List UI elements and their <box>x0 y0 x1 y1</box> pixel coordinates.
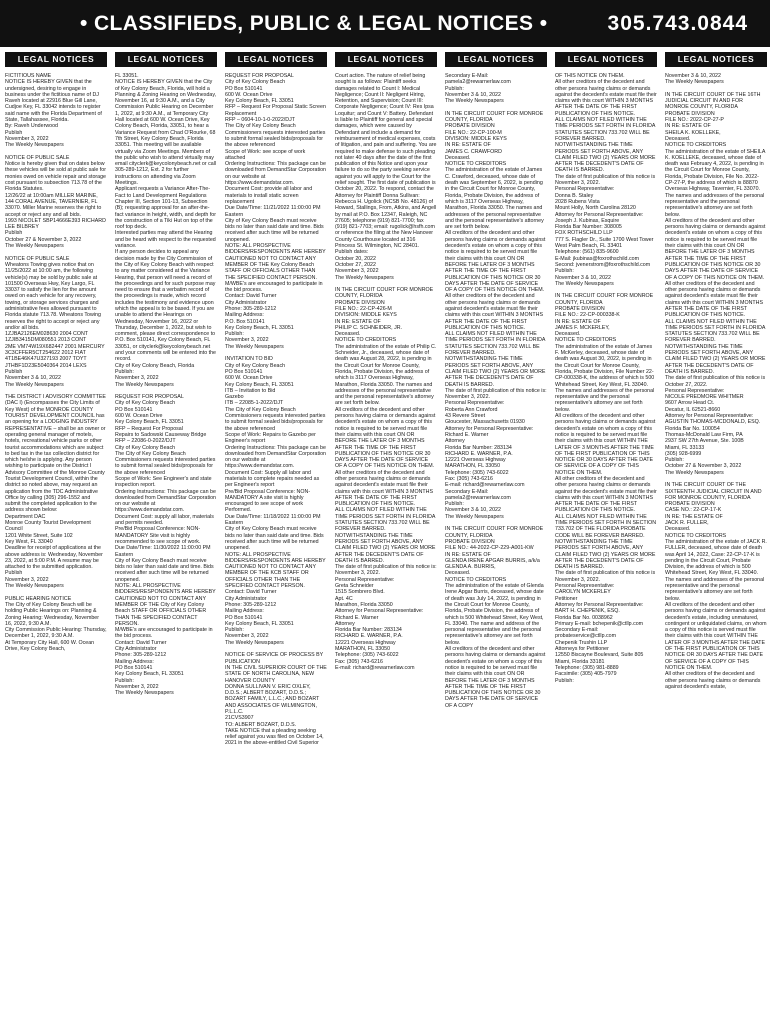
column-header: LEGAL NOTICES <box>335 52 437 67</box>
column-text: FL 33051. NOTICE IS HEREBY GIVEN that the City of Key Colony Beach, Florida, will hold a Planning & Zoning Hearing on Wednesday, November 16, at 9:30 A.M., and a City Commission Public Hearing on December 1, 2022, at 9:30 A.M., at Temporary City Hall located at 600 W. Ocean Drive, Key Colony Beach, Florida, 33051, to hear a Variance Request from Chad O'Rourke, 68 7th Street, Key Colony Beach, Florida 33051. This meeting will be available virtually via Zoom Meetings. Members of the public who wish to attend virtually may email cityclerk@keycolonybeach.net or call 305-289-1212, Ext. 2 for further instructions on attending via Zoom Meetings. Applicant requests a Variance After-The-Fact to Land Development Regulations Chapter III, Section 101-13, Subsection (B); requesting approval for an after-the-fact variance in height, width, and depth for the construction of a Tiki Hut on top of the roof top deck. Interested parties may attend the Hearing and be heard with respect to the requested variance. If any person decides to appeal any decision made by the City Commission of the City of Key Colony Beach with respect to any matter considered at the Variance Hearing, that person will need a record of the proceedings and for such purpose may need to ensure that a verbatim record of the proceedings is made, which record includes the testimony and evidence upon which the appeal is to be based. If you are unable to attend the Hearings on Wednesday, November 16, 2022 or Thursday, December 1, 2022, but wish to comment, please direct correspondence to P.O. Box 510141, Key Colony Beach, FL 33051, or cityclerk@keycolonybeach.net and your comments will be entered into the record. City of Key Colony Beach, Florida Publish: November 3, 2022 The Weekly Newspapers REQUEST FOR PROPOSAL City of Key Colony Beach PO Box 510141 600 W. Ocean Drive Key Colony Beach, FL 33051 RFP – Request For Proposal Repairs to Sadowski Causeway Bridge RFP – 22086-0-2022/DJT City of Key Colony Beach The City of Key Colony Beach Commissioners requests interested parties to submit formal sealed bids/proposals for the above referenced Scope of Work: See Engineer's and state inspection report. Ordering Instructions: This package can be downloaded from DemandStar Corporation on our website at https://www.demandstar.com. Document Cost: supply all labor, materials and permits needed. Pre/Bid Proposal Conference: NON-MANDATORY Site visit is highly recommended to see scope of work. Due Date/Time: 11/30/2022 11:00:00 PM Eastern City of Key Colony Beach must receive bids no later than said date and time. Bids received after such time will be returned unopened. NOTE: ALL PROSPECTIVE BIDDERS/RESPONDENTS ARE HEREBY CAUTIONED NOT TO CONTACT ANY MEMBER OF THE City of Key Colony Beach STAFF OR OFFICIALS OTHER THAN THE SPECIFIED CONTACT PERSON. M/WBE's are encouraged to participate in the bid process. Contact: David Turner City Administrator Phone: 305-289-1212 Mailing Address: PO Box 510141 Key Colony Beach, FL 33051 Publish: November 3, 2022 The Weekly Newspapers <box>115 73 217 697</box>
column-6 <box>555 52 657 1020</box>
column-3 <box>225 52 327 1020</box>
column-header: LEGAL NOTICES <box>445 52 547 67</box>
column-4 <box>335 52 437 1020</box>
column-text: OF THIS NOTICE ON THEM. All other creditors of the decedent and other persons having claims or demands against the decedent's estate must file their claims with this court WITHIN 3 MONTHS AFTER THE DATE OF THE FIRST PUBLICATION OF THIS NOTICE. ALL CLAIMS NOT FILED WITHIN THE TIME PERIODS SET FORTH IN FLORIDA STATUTES SECTION 733.702 WILL BE FOREVER BARRED. NOTWITHSTANDING THE TIME PERIODS SET FORTH ABOVE, ANY CLAIM FILED TWO (2) YEARS OR MORE AFTER THE DECEDENT'S DATE OF DEATH IS BARRED. The date of first publication of this notice is November 3, 2022. Personal Representative: Donna B. Staley 2028 Rubens Vista Mount Holly, North Carolina 28120 Attorney for Personal Representative: Joseph J. Kubinas, Esquire Florida Bar Number: 308005 FOX ROTHSCHILD LLP 777 S. Flagler Dr., Suite 1700 West Tower West Palm Beach, FL 33401 Telephone: (561) 835-9600 E-Mail: jkubinas@foxrothschild.com Second: jvenerstrom@foxrothschild.com Publish: November 3 & 10, 2022 The Weekly Newspapers IN THE CIRCUIT COURT FOR MONROE COUNTY, FLORIDA PROBATE DIVISION FILE NO.: 22-CP-000338-K IN RE: ESTATE OF JAMES F. MCKERLEY, Deceased. NOTICE TO CREDITORS The administration of the estate of James F. McKerley, deceased, whose date of death was August 30, 2022, is pending in the Circuit Court for Monroe County, Florida, Probate Division, File Number 22-CP-000338-K, the address of which is 500 Whitehead Street, Key West, FL 33040. The names and addresses of the personal representative and the personal representative's attorney are set forth below. All creditors of the decedent and other persons having claims or demands against decedent's estate on whom a copy of this notice is required to be served must file their claims with this court WITHIN THE LATER OF 3 MONTHS AFTER THE TIME OF THE FIRST PUBLICATION OF THIS NOTICE OR 30 DAYS AFTER THE DATE OF SERVICE OF A COPY OF THIS NOTICE ON THEM. All other creditors of the decedent and other persons having claims or demands against the decedent's estate must file their claims with this court WITHIN 3 MONTHS AFTER THE DATE OF THE FIRST PUBLICATION OF THIS NOTICE. ALL CLAIMS NOT FILED WITHIN THE TIME PERIODS SET FORTH IN SECTION 733.702 OF THE FLORIDA PROBATE CODE WILL BE FOREVER BARRED. NOTWITHSTANDING THE TIME PERIODS SET FORTH ABOVE, ANY CLAIM FILED TWO (2) YEARS OR MORE AFTER THE DECEDENT'S DATE OF DEATH IS BARRED. The date of first publication of this notice is November 3, 2022. Personal Representative: CAROLYN MCKERLEY Petitioner Attorney for Personal Representative: BART H. CHEPENIK, ESQ. Florida Bar No. 0038962 Primary E-mail: bchepenik@ctllp.com Secondary E-mail: probateservice@ctllp.com Chepenik Trushin LLP Attorneys for Petitioner 12550 Biscayne Boulevard, Suite 805 Miami, Florida 33181 Telephone: (305) 981-8889 Facsimile: (305) 405-7979 Publish: <box>555 73 657 684</box>
column-5 <box>445 52 547 1020</box>
section-banner <box>0 0 770 47</box>
column-2 <box>115 52 217 1020</box>
column-header: LEGAL NOTICES <box>225 52 327 67</box>
column-1 <box>5 52 107 1020</box>
column-header: LEGAL NOTICES <box>115 52 217 67</box>
column-text: FICTITIOUS NAME NOTICE IS HEREBY GIVEN that the undersigned, desiring to engage in business under the fictitious name of DJ Raveh located at 22916 Blue Gill Lane, Cudjoe Key, FL 33042 intends to register said name with the Florida Department of State, Tallahassee, Florida. By: Raveh Underwood Publish November 3, 2022 The Weekly Newspapers NOTICE OF PUBLIC SALE Notice is hereby given that on dates below these vehicles will be sold at public sale for monies owed on vehicle repair and storage cost pursuant to subsection 713.78 of the Florida Statutes. 12/26/22 at 10:00am MILLER MARINE, 144 CORAL AVENUE, TAVERNIER, FL 33070. Miller Marine reserves the right to accept or reject any and all bids. 1993 NICOLET SBP14666E393 RICHARD LEE BILBREY Publish October 27 & November 3, 2022 The Weekly Newspapers NOTICE OF PUBLIC SALE Wheatons Towing gives notice that on 11/25/2022 at 10:00 am, the following vehicle(s) may be sold by public sale at 101500 Overseas Hwy, Key Largo, FL 33037 to satisfy the lien for the amount owed on each vehicle for any recovery, towing, or storage services charges and administrative fees allowed pursuant to Florida statute 713.78. Wheatons Towing reserves the right to accept or reject any and/or all bids. 1ZJBA2126EM028630 2004 CONT 1ZJIB3415DM080551 2013 CONT 2ME VM74W19X682447 2001 MERCURY 3C3CFFER5CT254622 2012 FIAT 4T1BE46K47U327193 2007 TOYT JTHBF1D23E5040364 2014 LEXS Publish November 3 & 10, 2022 The Weekly Newspapers THE DISTRICT I ADVISORY COMMITTEE (DAC I) (Encompasses the City Limits of Key West) of the MONROE COUNTY TOURIST DEVELOPMENT COUNCIL has an opening for a LODGING INDUSTRY REPRESENTATIVE – shall be an owner or operating general manager of motels, hotels, recreational vehicle parks or other tourist accommodations which are subject to bed tax in the tax collection district for which he/she is applying. Any person wishing to participate on the District I Advisory Committee of the Monroe County Tourist Development Council, within the district so noted above, may request an application from the TDC Administrative Office by calling (305) 296-1552 and submit the completed application to the address shown below: Department DAC Monroe County Tourist Development Council 1201 White Street, Suite 102 Key West, FL 33040 Deadline for receipt of applications at the above address is: Wednesday, November 23, 2022, at 5:00 P.M. A resume may be attached to the submitted application. Publish November 3, 2022 The Weekly Newspapers PUBLIC HEARING NOTICE The City of Key Colony Beach will be holding Public Hearings on: Planning & Zoning Hearing: Wednesday, November 16, 2022, 9:30 A.M. City Commission Public Hearing: Thursday, December 1, 2022, 9:30 A.M. At Temporary City Hall, 600 W. Ocean Drive, Key Colony Beach, <box>5 73 107 653</box>
column-header: LEGAL NOTICES <box>555 52 657 67</box>
column-7 <box>665 52 767 1020</box>
column-text: Court action. The nature of relief being sought is as follows: Plaintiff seeks damages related to Count I: Medical Negligence; Count II: Negligent Hiring, Retention, and Supervision; Count III: Corporate Negligence; Count IV: Res Ipsa Loquitur; and Count V: Battery. Defendant is liable to Plaintiff for general and special damages, which were caused by Defendant and include a demand for reimbursement of medical expenses, costs of litigation, and pain and suffering. You are required to make defense to such pleading not later 40 days after the date of the first publication of this Notice and upon your failure to do so the party seeking service against you will apply to the Court for the relief sought. The first date of publication is October 20, 2022. To respond, contact the Attorney for Plaintiff Donna Sullivan: Rebecca H. Ugolick (NCSB No. 48126) of Howard, Stallings, From, Atkins, and Angell by mail at P.O. Box 12347, Raleigh, NC 27605; telephone (919) 821-7700; fax (919) 821-7703; email: rugolick@hsfh.com or reference the filing at the New Hanover County Courthouse located at 316 Princess St. Wilmington, NC 28401. Publish dates: October 20, 2022 October 27, 2022 November 3, 2022 The Weekly Newspapers IN THE CIRCUIT COURT FOR MONROE COUNTY, FLORIDA PROBATE DIVISION FILE NO.: 22-CP-426-M DIVISION: MIDDLE KEYS IN RE: ESTATE OF PHILIP C. SCHNEIDER, JR. Deceased. NOTICE TO CREDITORS The administration of the estate of Philip C. Schneider, Jr., deceased, whose date of death was August 28, 2022, is pending in the Circuit Court for Monroe County, Florida, Probate Division, the address of which is 3117 Overseas Highway, Marathon, Florida 33050. The names and addresses of the personal representative and the personal representative's attorney are set forth below. All creditors of the decedent and other persons having claims or demands against decedent's estate on whom a copy of this notice is required to be served must file their claims with this court ON OR BEFORE THE LATER OF 3 MONTHS AFTER THE TIME OF THE FIRST PUBLICATION OF THIS NOTICE OR 30 DAYS AFTER THE DATE OF SERVICE OF A COPY OF THIS NOTICE ON THEM. All other creditors of the decedent and other persons having claims or demands against decedent's estate must file their claims with this court WITHIN 3 MONTHS AFTER THE DATE OF THE FIRST PUBLICATION OF THIS NOTICE. ALL CLAIMS NOT FILED WITHIN THE TIME PERIODS SET FORTH IN FLORIDA STATUTES SECTION 733.702 WILL BE FOREVER BARRED. NOTWITHSTANDING THE TIME PERIODS SET FORTH ABOVE, ANY CLAIM FILED TWO (2) YEARS OR MORE AFTER THE DECEDENT'S DATE OF DEATH IS BARRED. The date of first publication of this notice is: November 3, 2022. Personal Representative: Greta Schneider 1515 Sombrero Blvd. Apt. 4C Marathon, Florida 33050 Attorney for Personal Representative: Richard E. Warner Attorney Florida Bar Number: 283134 RICHARD E. WARNER, P.A. 12221 Overseas Highway MARATHON, FL 33050 Telephone: (305) 743-6022 Fax: (305) 743-6216 E-mail: richard@rewarnerlaw.com <box>335 73 437 671</box>
section-phone: 305.743.0844 <box>607 11 748 35</box>
column-text: Secondary E-Mail: pamela2@rewarnerlaw.com Publish: November 3 & 10, 2022 The Weekly Newspapers IN THE CIRCUIT COURT FOR MONROE COUNTY, FLORIDA PROBATE DIVISION FILE NO.: 22-CP-100-M DIVISION: MIDDLE KEYS IN RE: ESTATE OF JAMES C. CRAWFORD Deceased. NOTICE TO CREDITORS The administration of the estate of James C. Crawford, deceased, whose date of death was September 6, 2022, is pending in the Circuit Court for Monroe County, Florida, Probate Division, the address of which is 3117 Overseas Highway, Marathon, Florida 33050. The names and addresses of the personal representative and the personal representative's attorney are set forth below. All creditors of the decedent and other persons having claims or demands against decedent's estate on whom a copy of this notice is required to be served must file their claims with this court ON OR BEFORE THE LATER OF 3 MONTHS AFTER THE TIME OF THE FIRST PUBLICATION OF THIS NOTICE OR 30 DAYS AFTER THE DATE OF SERVICE OF A COPY OF THIS NOTICE ON THEM. All other creditors of the decedent and other persons having claims or demands against decedent's estate must file their claims with this court WITHIN 3 MONTHS AFTER THE DATE OF THE FIRST PUBLICATION OF THIS NOTICE. ALL CLAIMS NOT FILED WITHIN THE TIME PERIODS SET FORTH IN FLORIDA STATUTES SECTION 733.702 WILL BE FOREVER BARRED. NOTWITHSTANDING THE TIME PERIODS SET FORTH ABOVE, ANY CLAIM FILED TWO (2) YEARS OR MORE AFTER THE DECEDENT'S DATE OF DEATH IS BARRED. The date of first publication of this notice is: November 3, 2022. Personal Representative: Roberta Ann Crawford 43 Revere Street Gloucester, Massachusetts 01930 Attorney for Personal Representative: Richard E. Warner Attorney Florida Bar Number: 283134 RICHARD E. WARNER, P.A. 12221 Overseas Highway MARATHON, FL 33050 Telephone: (305) 743-6022 Fax: (305) 743-6216 E-mail: richard@rewarnerlaw.com Secondary E-Mail: pamela2@rewarnerlaw.com Publish: November 3 & 10, 2022 The Weekly Newspapers IN THE CIRCUIT COURT FOR MONROE COUNTY, FLORIDA PROBATE DIVISION FILE NO.: 44-2022-CP-229-A001-KW IN RE: ESTATE OF GLENDA IRENE APGAR BURRIS, a/k/a GLENDA A. BURRIS, Deceased. NOTICE TO CREDITORS The administration of the estate of Glenda Irene Apgar Burris, deceased, whose date of death was July 14, 2022, is pending in the Circuit Court for Monroe County, Florida, Probate Division, the address of which is 500 Whitehead Street, Key West, FL 33040. The name and address of the personal representative and the personal representative's attorney are set forth below. All creditors of the decedent and other persons having claims or demands against decedent's estate on whom a copy of this notice is required to be served must file their claims with this court ON OR BEFORE THE LATER OF 3 MONTHS AFTER THE TIME OF THE FIRST PUBLICATION OF THIS NOTICE OR 30 DAYS AFTER THE DATE OF SERVICE OF A COPY <box>445 73 547 709</box>
section-title: • CLASSIFIEDS, PUBLIC & LEGAL NOTICES • <box>80 11 548 35</box>
column-header: LEGAL NOTICES <box>5 52 107 67</box>
column-text: November 3 & 10, 2022 The Weekly Newspapers IN THE CIRCUIT COURT OF THE 16TH JUDICIAL CIRCUIT IN AND FOR MONROE COUNTY, FLORIDA PROBATE DIVISION FILE NO.: 2022-CP-27-P IN RE: ESTATE OF SHEILA K. KOELLEKE, Deceased. NOTICE TO CREDITORS The administration of the estate of SHEILA K. KOELLEKE, deceased, whose date of death was February 4, 2022, is pending in the Circuit Court for Monroe County, Florida, Probate Division, File No. 2022-CP-27-P, the address of which is 88870 Overseas Highway, Tavernier, FL 33070. The names and addresses of the personal representative and the personal representative's attorney are set forth below. All creditors of the decedent and other persons having claims or demands against decedent's estate on whom a copy of this notice is required to be served must file their claims with this court ON OR BEFORE THE LATER OF 3 MONTHS AFTER THE TIME OF THE FIRST PUBLICATION OF THIS NOTICE OR 30 DAYS AFTER THE DATE OF SERVICE OF A COPY OF THIS NOTICE ON THEM. All other creditors of the decedent and other persons having claims or demands against decedent's estate must file their claims with this court WITHIN 3 MONTHS AFTER THE DATE OF THE FIRST PUBLICATION OF THIS NOTICE. ALL CLAIMS NOT FILED WITHIN THE TIME PERIODS SET FORTH IN FLORIDA STATUTES SECTION 733.702 WILL BE FOREVER BARRED. NOTWITHSTANDING THE TIME PERIODS SET FORTH ABOVE, ANY CLAIM FILED TWO (2) YEARS OR MORE AFTER THE DECEDENT'S DATE OF DEATH IS BARRED. The date of first publication of this notice is October 27, 2022. Personal Representative: NICOLE PREDMORE WHITMER 9607 Arrow Head Ct. Decatur, IL 62521-8660 Attorney for Personal Representative: AGUSTIN THOMAS-MCDONALD, ESQ. Florida Bar No. 100054 Thomas-McDonald Law Firm, PA 2937 SW 27th Avenue, Ste. 100B Miami, FL 33133 (305) 928-6999 Publish: October 27 & November 3, 2022 The Weekly Newspapers IN THE CIRCUIT COURT OF THE SIXTEENTH JUDICIAL CIRCUIT IN AND FOR MONROE COUNTY, FLORIDA PROBATE DIVISION CASE NO.: 22-CP-17-K IN RE: THE ESTATE OF JACK R. FULLER, Deceased. NOTICE TO CREDITORS The administration of the estate of JACK R. FULLER, deceased, whose date of death was April 14, 2022, Case: 22-CP-17-K is pending in the Circuit Court, Probate Division, the address of which is 500 Whitehead Street, Key West, FL 33040. The names and addresses of the personal representative and the personal representative's attorney are set forth below. All creditors of the decedent and other persons having claims or demands against decedent's estate, including unmatured, contingent or unliquidated claims, on whom a copy of this notice is served must file their claims with this court WITHIN THE LATER OF 3 MONTHS AFTER THE DATE OF THE FIRST PUBLICATION OF THIS NOTICE OR 30 DAYS AFTER THE DATE OF SERVICE OF A COPY OF THIS NOTICE ON THEM. All other creditors of the decedent and other persons having claims or demands against decedent's estate, <box>665 73 767 690</box>
column-header: LEGAL NOTICES <box>665 52 767 67</box>
notice-columns <box>5 52 767 1020</box>
column-text: REQUEST FOR PROPOSAL City of Key Colony Beach PO Box 510141 600 W. Ocean Drive Key Colony Beach, FL 33051 RFP – Request For Proposal Static Screen Replacement RFP – 0604-10-1-0-2022/DJT The City of Key Colony Beach Commissioners requests interested parties to submit formal sealed bids/proposals for the above referenced Scope of Work: see scope of work attached Ordering Instructions: This package can be downloaded from DemandStar Corporation on our website at https://www.demandstar.com. Document Cost: provide all labor and materials to install static screen replacement Due Date/Time: 11/21/2022 11:00:00 PM Eastern City of Key Colony Beach must receive bids no later than said date and time. Bids received after such time will be returned unopened. NOTE: ALL PROSPECTIVE BIDDERS/RESPONDENTS ARE HEREBY CAUTIONED NOT TO CONTACT ANY MEMBER OF THE Key Colony Beach STAFF OR OFFICIALS OTHER THAN THE SPECIFIED CONTACT PERSON. M/WBE's are encouraged to participate in the bid process. Contact: David Turner City Administrator Phone: 305-289-1212 Mailing Address: P.O. Box 510141 Key Colony Beach, FL 33051 Publish: November 3, 2022 The Weekly Newspapers INVITATION TO BID City of Key Colony Beach PO Box 510141 600 W. Ocean Drive Key Colony Beach, FL 33051 ITB – Invitation to Bid Gazebo ITB – 22085-1-2022/DJT The City of Key Colony Beach Commissioners requests interested parties to submit formal sealed bids/proposals for the above referenced Scope of Work: Repairs to Gazebo per Engineer's report Ordering Instructions: This package can be downloaded from DemandStar Corporation on our website at https://www.demandstar.com. Document Cost: Supply all labor and materials to complete repairs needed as per Engineer's report Pre/Bid Proposal Conference: NON-MANDATORY A site visit is highly encouraged to see scope of work Performed. Due Date/Time: 11/18/2022 11:00:00 PM Eastern City of Key Colony Beach must receive bids no later than said date and time. Bids received after such time will be returned unopened. NOTE: ALL PROSPECTIVE BIDDERS/RESPONDENTS ARE HEREBY CAUTIONED NOT TO CONTACT ANY MEMBER OF THE KCB STAFF OR OFFICIALS OTHER THAN THE SPECIFIED CONTACT PERSON. Contact: David Turner City Administrator Phone: 305-289-1212 Mailing Address: PO Box 510141 Key Colony Beach, FL 33051 Publish: November 3, 2022 The Weekly Newspapers NOTICE OF SERVICE OF PROCESS BY PUBLICATION IN THE CIVIL SUPERIOR COURT OF THE STATE OF NORTH CAROLINA, NEW HANOVER COUNTY DONNA SULLIVAN V. ERIC OXLEY, D.D.S.; ALBERT BOZART, D.D.S.; BOZART FAMILY, L.L.C.; AND BOZART AND ASSOCIATES OF WILMINGTON, P.L.L.C. 21CVS3907 TO: ALBERT BOZART, D.D.S. TAKE NOTICE that a pleading seeking relief against you was filed on October 14, 2021 in the above-entitled Civil Superior <box>225 73 327 747</box>
